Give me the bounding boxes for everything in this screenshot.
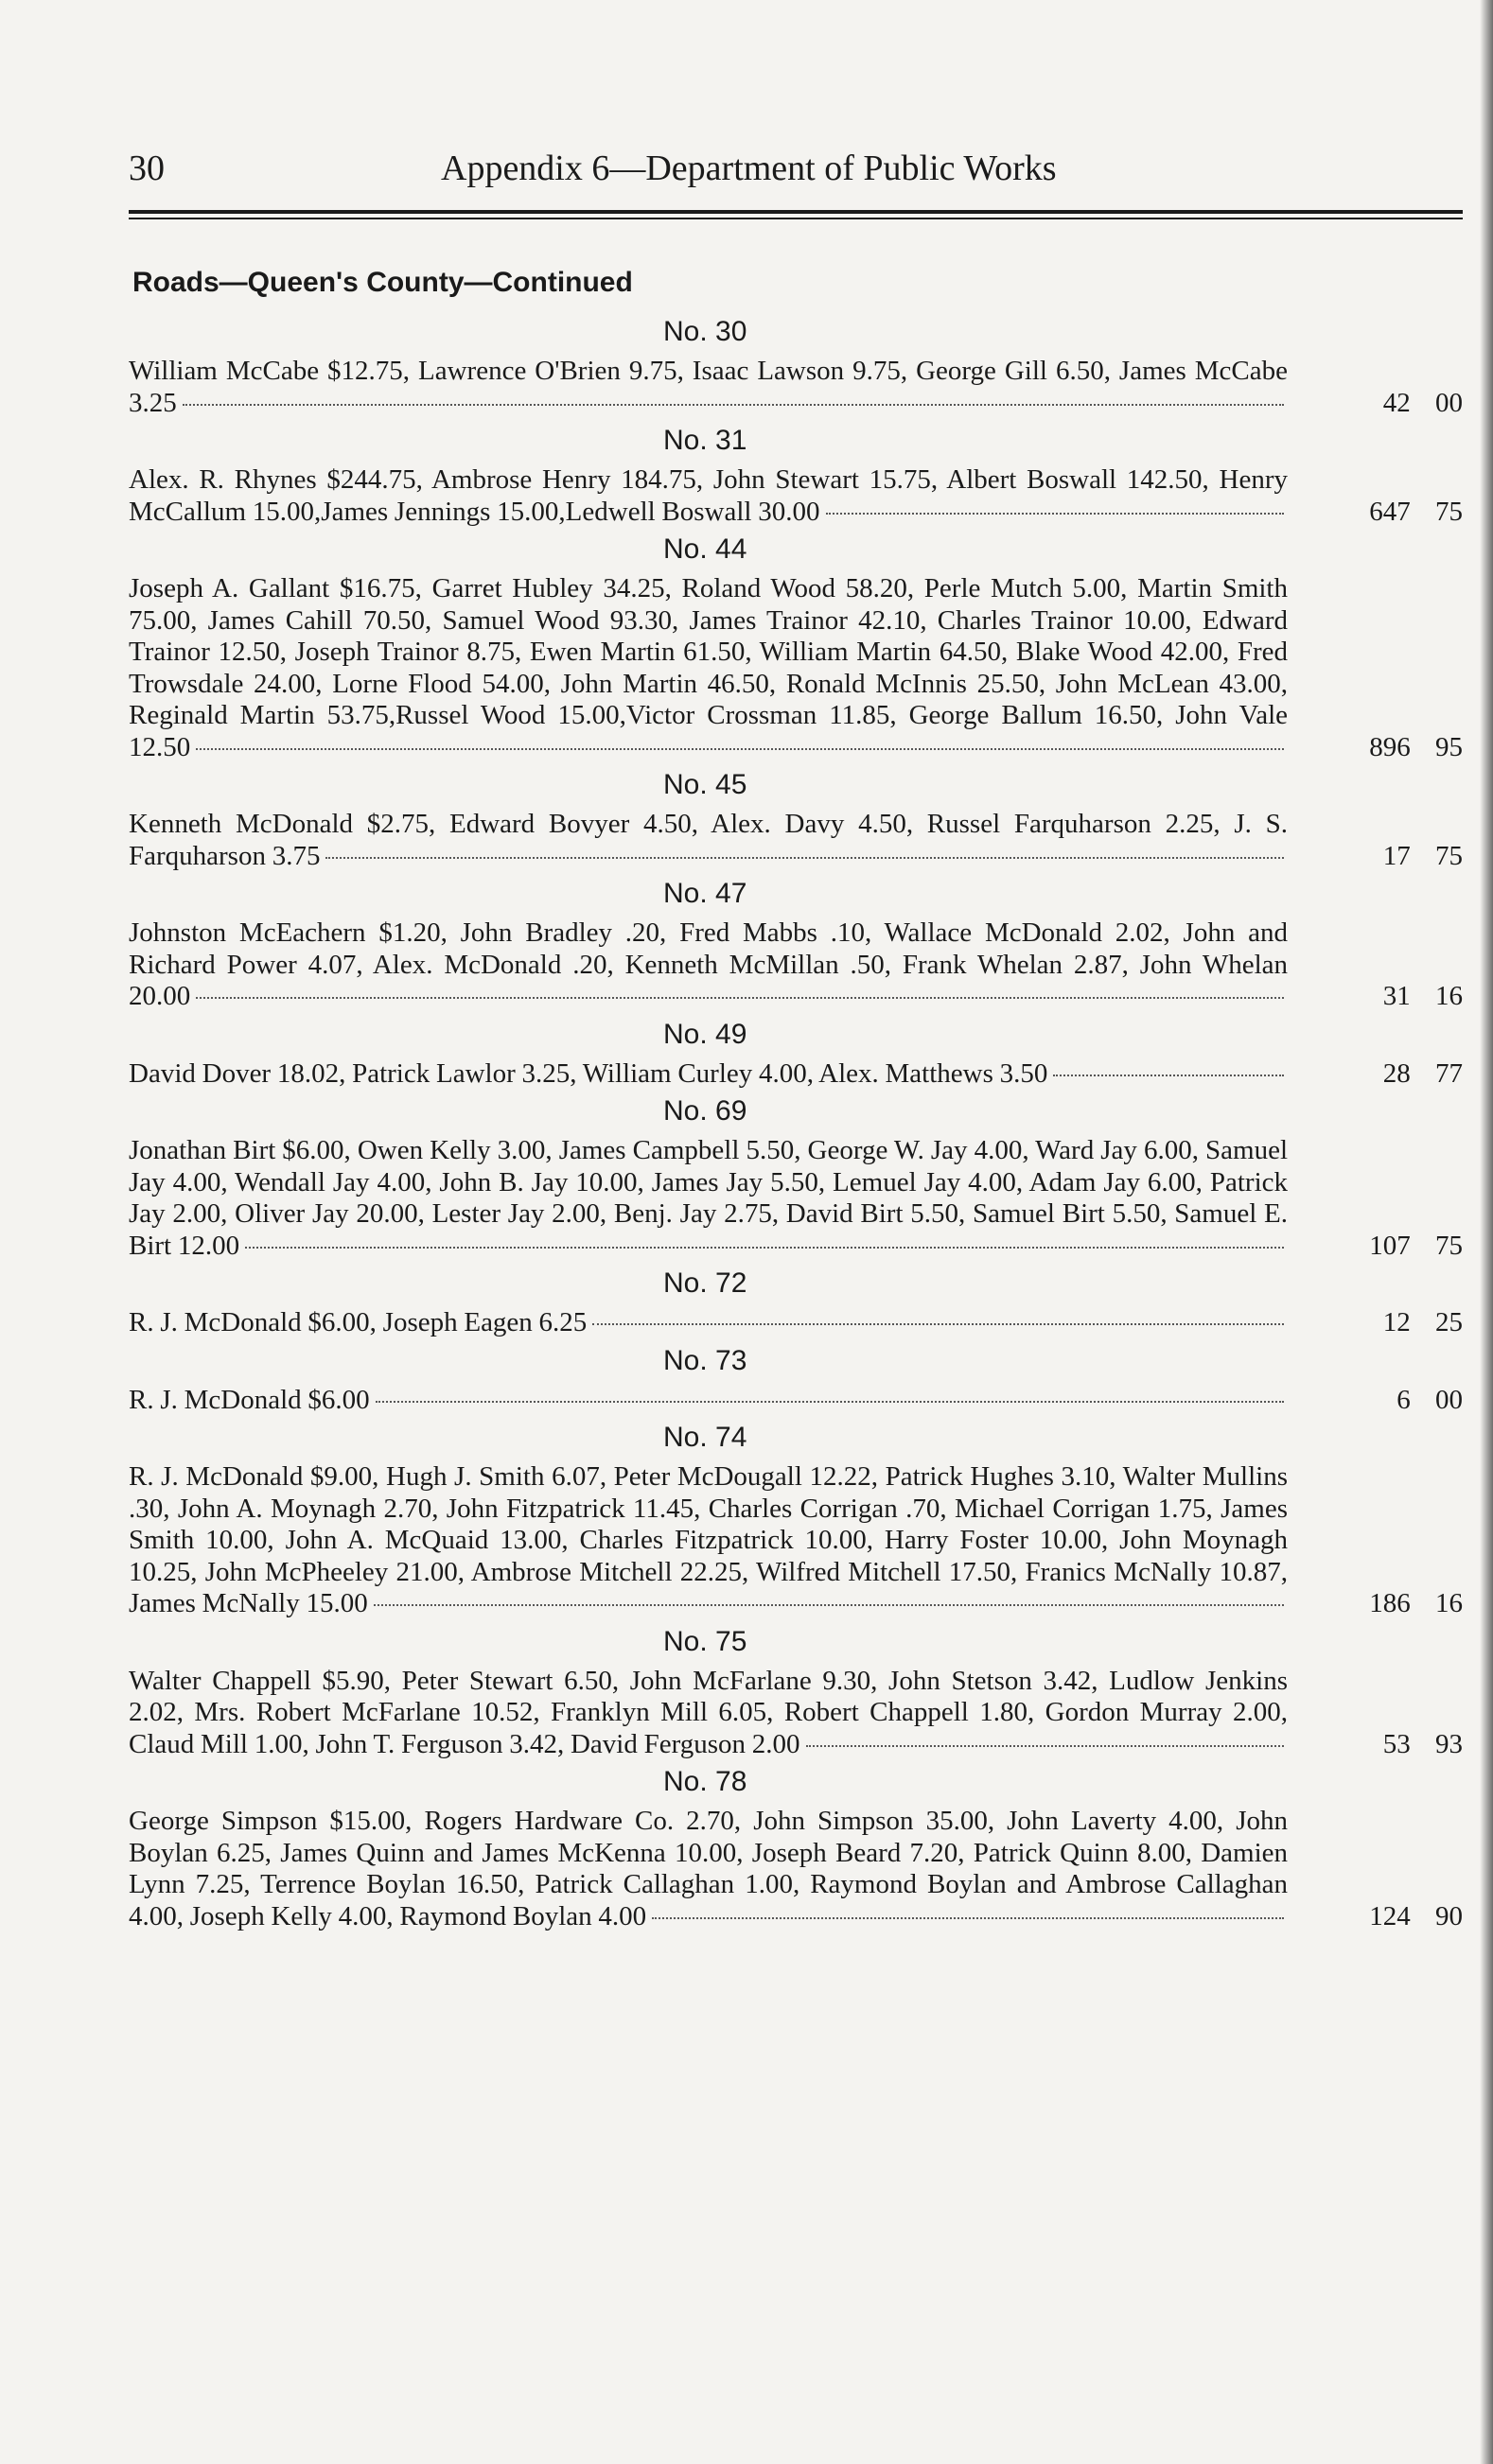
amount-dollars: 28 bbox=[1382, 1057, 1411, 1089]
entry-amount bbox=[1330, 1058, 1463, 1091]
amount-dollars: 186 bbox=[1369, 1588, 1411, 1618]
road-group bbox=[129, 769, 1463, 872]
payment-entry bbox=[129, 464, 1463, 528]
entry-amount bbox=[1330, 732, 1463, 764]
road-number: No. 49 bbox=[663, 1018, 747, 1050]
payee-list: Kenneth McDonald $2.75, Edward Bovyer 4.50, Alex. Davy 4.50, Russel Farquharson 2.25, J. S. Farquharson 3.75 bbox=[129, 809, 1288, 871]
road-group bbox=[129, 1345, 1463, 1417]
page-edge-shadow bbox=[1480, 0, 1493, 2464]
dot-leader-line bbox=[592, 1323, 1284, 1325]
amount-cents: 00 bbox=[1435, 1384, 1463, 1415]
dot-leader-line bbox=[652, 1917, 1284, 1919]
payment-entry bbox=[129, 1461, 1463, 1620]
amount-cents: 90 bbox=[1435, 1900, 1463, 1931]
road-group bbox=[129, 425, 1463, 528]
amount-dollars: 6 bbox=[1396, 1384, 1411, 1415]
amount-dollars: 31 bbox=[1382, 981, 1411, 1011]
dot-leader-line bbox=[376, 1401, 1284, 1403]
payee-list: Alex. R. Rhynes $244.75, Ambrose Henry 184.75, John Stewart 15.75, Albert Boswall 142.50, Henry McCallum 15.00,James Jennings 15.00,Ledwell Boswall 30.00 bbox=[129, 464, 1288, 527]
entry-amount bbox=[1330, 1307, 1463, 1339]
road-number: No. 72 bbox=[663, 1267, 747, 1299]
payment-entry bbox=[129, 573, 1463, 763]
entry-amount bbox=[1330, 841, 1463, 873]
amount-dollars: 42 bbox=[1382, 387, 1411, 418]
payment-entry bbox=[129, 1307, 1463, 1339]
payee-list: Jonathan Birt $6.00, Owen Kelly 3.00, James Campbell 5.50, George W. Jay 4.00, Ward Jay 6.00, Samuel Jay 4.00, Wendall Jay 4.00, John B. Jay 10.00, James Jay 5.50, Lemuel Jay 4.00, Adam Jay 6.00, Patrick Jay 2.00, Oliver Jay 20.00, Lester Jay 2.00, Benj. Jay 2.75, David Birt 5.50, Samuel Birt 5.50, Samuel E. Birt 12.00 bbox=[129, 1135, 1288, 1261]
payee-list: R. J. McDonald $9.00, Hugh J. Smith 6.07, Peter McDougall 12.22, Patrick Hughes 3.10, Walter Mullins .30, John A. Moynagh 2.70, John Fitzpatrick 11.45, Charles Corrigan .70, Michael Corrigan 1.75, James Smith 10.00, John A. McQuaid 13.00, Charles Fitzpatrick 10.00, Harry Foster 10.00, John Moynagh 10.25, John McPheeley 21.00, Ambrose Mitchell 22.25, Wilfred Mitchell 17.50, Franics McNally 10.87, James McNally 15.00 bbox=[129, 1461, 1288, 1618]
road-group bbox=[129, 878, 1463, 1013]
page-number: 30 bbox=[129, 149, 165, 188]
road-number: No. 74 bbox=[663, 1422, 747, 1453]
running-head: Appendix 6—Department of Public Works bbox=[441, 149, 1057, 188]
dot-leader-line bbox=[826, 513, 1285, 515]
payee-list: David Dover 18.02, Patrick Lawlor 3.25, William Curley 4.00, Alex. Matthews 3.50 bbox=[129, 1058, 1288, 1091]
entry-amount bbox=[1330, 1588, 1463, 1620]
section-heading: Roads—Queen's County—Continued bbox=[132, 267, 633, 298]
amount-cents: 77 bbox=[1435, 1057, 1463, 1089]
header-rule bbox=[129, 210, 1463, 214]
amount-dollars: 12 bbox=[1382, 1307, 1411, 1337]
amount-cents: 16 bbox=[1435, 981, 1463, 1011]
payee-list: William McCabe $12.75, Lawrence O'Brien 9.75, Isaac Lawson 9.75, George Gill 6.50, James McCabe 3.25 bbox=[129, 356, 1288, 418]
amount-cents: 16 bbox=[1435, 1588, 1463, 1618]
entry-amount bbox=[1330, 981, 1463, 1013]
road-number: No. 44 bbox=[663, 533, 747, 565]
entry-amount bbox=[1330, 1901, 1463, 1933]
dot-leader-line bbox=[183, 404, 1284, 406]
road-group bbox=[129, 316, 1463, 419]
dot-leader-line bbox=[806, 1745, 1284, 1747]
amount-cents: 75 bbox=[1435, 840, 1463, 871]
page-header bbox=[129, 140, 1463, 197]
amount-dollars: 647 bbox=[1369, 496, 1411, 527]
amount-dollars: 896 bbox=[1369, 731, 1411, 762]
road-number: No. 47 bbox=[663, 878, 747, 909]
entry-amount bbox=[1330, 1729, 1463, 1761]
header-rule-thin bbox=[129, 218, 1463, 219]
road-number: No. 45 bbox=[663, 769, 747, 800]
road-group bbox=[129, 1626, 1463, 1761]
payment-entry bbox=[129, 1666, 1463, 1761]
dot-leader-line bbox=[196, 997, 1284, 999]
entry-amount bbox=[1330, 388, 1463, 420]
payee-list: R. J. McDonald $6.00 bbox=[129, 1385, 1288, 1417]
amount-cents: 93 bbox=[1435, 1728, 1463, 1759]
payment-entry bbox=[129, 1385, 1463, 1417]
amount-dollars: 124 bbox=[1369, 1900, 1411, 1931]
road-group bbox=[129, 1422, 1463, 1620]
amount-dollars: 107 bbox=[1369, 1230, 1411, 1261]
amount-cents: 75 bbox=[1435, 496, 1463, 527]
payee-list: Johnston McEachern $1.20, John Bradley .20, Fred Mabbs .10, Wallace McDonald 2.02, John and Richard Power 4.07, Alex. McDonald .20, Kenneth McMillan .50, Frank Whelan 2.87, John Whelan 20.00 bbox=[129, 917, 1288, 1011]
amount-cents: 00 bbox=[1435, 387, 1463, 418]
road-group bbox=[129, 1766, 1463, 1932]
payment-entry bbox=[129, 809, 1463, 872]
entry-amount bbox=[1330, 497, 1463, 529]
road-group bbox=[129, 533, 1463, 763]
payment-entry bbox=[129, 1806, 1463, 1932]
entries-list bbox=[129, 316, 1463, 1938]
amount-cents: 25 bbox=[1435, 1307, 1463, 1337]
payee-list: Joseph A. Gallant $16.75, Garret Hubley 34.25, Roland Wood 58.20, Perle Mutch 5.00, Martin Smith 75.00, James Cahill 70.50, Samuel Wood 93.30, James Trainor 42.10, Charles Trainor 10.00, Edward Trainor 12.50, Joseph Trainor 8.75, Ewen Martin 61.50, William Martin 64.50, Blake Wood 42.00, Fred Trowsdale 24.00, Lorne Flood 54.00, John Martin 46.50, Ronald McInnis 25.50, John McLean 43.00, Reginald Martin 53.75,Russel Wood 15.00,Victor Crossman 11.85, George Ballum 16.50, John Vale 12.50 bbox=[129, 573, 1288, 762]
dot-leader-line bbox=[196, 748, 1284, 750]
amount-dollars: 17 bbox=[1382, 840, 1411, 871]
dot-leader-line bbox=[374, 1604, 1284, 1606]
dot-leader-line bbox=[1053, 1075, 1284, 1076]
road-number: No. 78 bbox=[663, 1766, 747, 1797]
amount-cents: 75 bbox=[1435, 1230, 1463, 1261]
road-group bbox=[129, 1019, 1463, 1091]
road-number: No. 31 bbox=[663, 425, 747, 456]
payee-list: George Simpson $15.00, Rogers Hardware Co. 2.70, John Simpson 35.00, John Laverty 4.00, John Boylan 6.25, James Quinn and James McKenna 10.00, Joseph Beard 7.20, Patrick Quinn 8.00, Damien Lynn 7.25, Terrence Boylan 16.50, Patrick Callaghan 1.00, Raymond Boylan and Ambrose Callaghan 4.00, Joseph Kelly 4.00, Raymond Boylan 4.00 bbox=[129, 1806, 1288, 1931]
payment-entry bbox=[129, 1135, 1463, 1262]
payment-entry bbox=[129, 356, 1463, 419]
road-number: No. 69 bbox=[663, 1095, 747, 1127]
payee-list: Walter Chappell $5.90, Peter Stewart 6.50, John McFarlane 9.30, John Stetson 3.42, Ludlow Jenkins 2.02, Mrs. Robert McFarlane 10.52, Franklyn Mill 6.05, Robert Chappell 1.80, Gordon Murray 2.00, Claud Mill 1.00, John T. Ferguson 3.42, David Ferguson 2.00 bbox=[129, 1665, 1288, 1759]
entry-amount bbox=[1330, 1231, 1463, 1263]
payment-entry bbox=[129, 917, 1463, 1013]
entry-amount bbox=[1330, 1385, 1463, 1417]
dot-leader-line bbox=[325, 857, 1284, 859]
road-group bbox=[129, 1267, 1463, 1339]
amount-cents: 95 bbox=[1435, 731, 1463, 762]
payee-list: R. J. McDonald $6.00, Joseph Eagen 6.25 bbox=[129, 1307, 1288, 1339]
road-group bbox=[129, 1095, 1463, 1262]
road-number: No. 73 bbox=[663, 1344, 747, 1376]
amount-dollars: 53 bbox=[1382, 1728, 1411, 1759]
road-number: No. 75 bbox=[663, 1625, 747, 1657]
payment-entry bbox=[129, 1058, 1463, 1091]
dot-leader-line bbox=[245, 1247, 1284, 1249]
road-number: No. 30 bbox=[663, 316, 747, 347]
